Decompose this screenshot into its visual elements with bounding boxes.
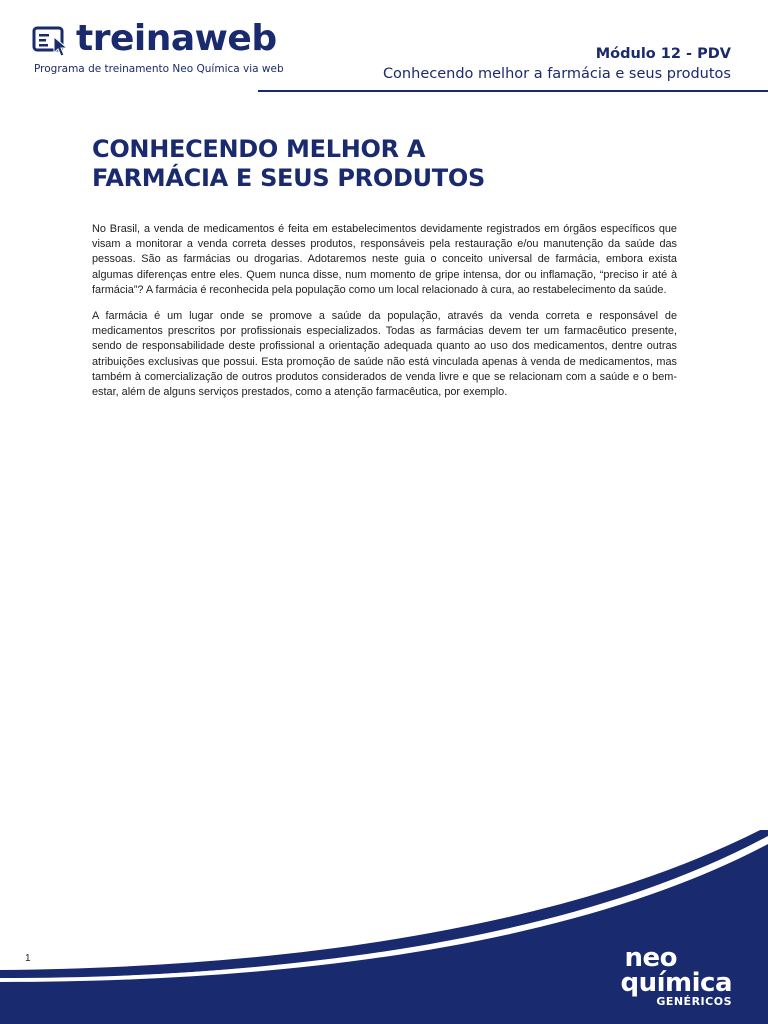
treinaweb-logo: [32, 18, 284, 78]
document-header: [383, 44, 731, 84]
module-label: Módulo 12 - PDV: [595, 46, 731, 62]
page-title-line2: FARMÁCIA E SEUS PRODUTOS: [92, 164, 485, 192]
page-title-line1: CONHECENDO MELHOR A: [92, 135, 426, 163]
logo-tagline: Programa de treinamento Neo Química via web: [34, 63, 284, 75]
body-paragraph: No Brasil, a venda de medicamentos é feita em estabelecimentos devidamente registrados em órgãos específicos que visam a monitorar a venda correta desses produtos, responsáveis pela restauração e/ou manutenção da saúde das pessoas. São as farmácias ou drogarias. Adotaremos neste guia o conceito universal de farmácia, embora exista algumas diferenças entre eles. Quem nunca disse, num momento de gripe intensa, dor ou inflamação, “preciso ir até à farmácia”? A farmácia é reconhecida pela população como um local relacionado à cura, ao restabelecimento da saúde.: [92, 223, 677, 296]
brand-line-genericos: GENÉRICOS: [656, 995, 732, 1008]
body-paragraph: A farmácia é um lugar onde se promove a saúde da população, através da venda correta e responsável de medicamentos prescritos por profissionais especializados. Todas as farmácias devem ter um farmacêutico presente, sendo de responsabilidade deste profissional a orientação adequada quanto ao uso dos medicamentos, dentre outras atribuições exclusivas que possui. Esta promoção de saúde não está vinculada apenas à venda de medicamentos, mas também à comercialização de outros produtos considerados de venda livre e que se relacionam com a saúde e o bem-estar, além de alguns serviços prestados, como a atenção farmacêutica, por exemplo.: [92, 310, 677, 399]
header-divider: [258, 90, 768, 92]
module-subtitle: Conhecendo melhor a farmácia e seus produtos: [382, 66, 731, 82]
neo-quimica-logo: [620, 943, 733, 1008]
brand-line-quimica: química: [620, 968, 732, 998]
page-number: 1: [25, 953, 31, 964]
page-title: [92, 135, 485, 193]
computer-cursor-icon: [32, 25, 72, 57]
brand-line-neo: neo: [624, 943, 678, 973]
logo-wordmark: treinaweb: [76, 18, 277, 59]
